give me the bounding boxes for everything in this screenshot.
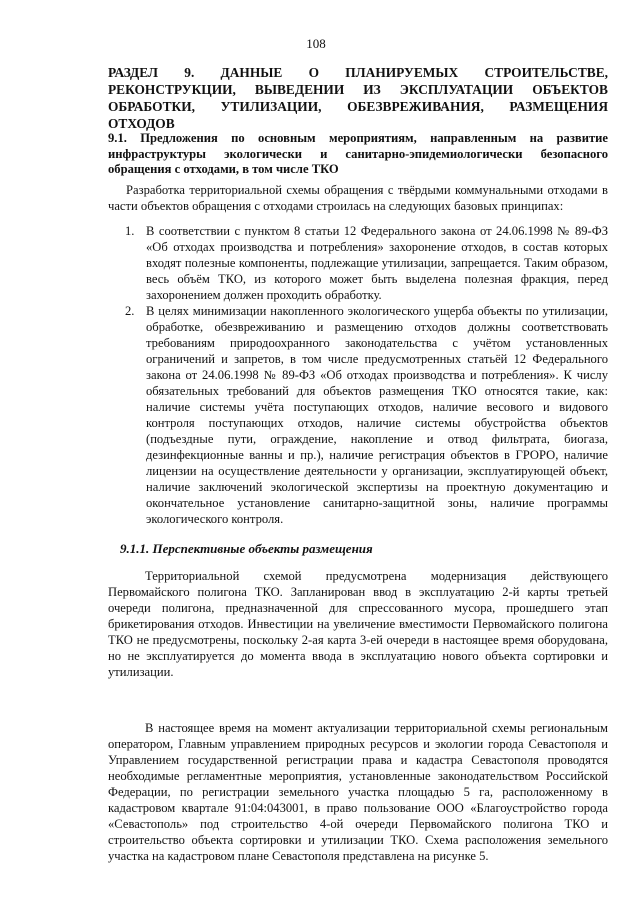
- list-item-text: В целях минимизации накопленного экологического ущерба объекты по утилизации, обработке, обезвреживанию и размещению отходов должны соответствовать требованиям природоохранного законодательства с учётом установленных ограничений и запретов, в том числе предусмотренных статьёй 12 Федерального закона от 24.06.1998 № 89-ФЗ «Об отходах производства и потребления». К числу обязательных требований для объектов размещения ТКО относятся такие, как: наличие системы учёта поступающих отходов, наличие весового и видового контроля поступающих отходов, наличие системы обустройства объектов (подъездные пути, ограждение, накопление и отвод фильтрата, биогаза, дезинфекционные ванны и пр.), наличие регистрация объектов в ГРОРО, наличие лицензии на осуществление деятельности у организации, эксплуатирующей объект, наличие заключений экологической экспертизы на проектную документацию и окончательное установление санитарно-защитной зоны, наличие программы экологического контроля.: [146, 304, 608, 526]
- body-paragraph: В настоящее время на момент актуализации территориальной схемы региональным оператором, Главным управлением природных ресурсов и экологии города Севастополя и Управлением государственной регистрации права и кадастра Севастополя проводятся необходимые регламентные мероприятия, установленные законодательством Российской Федерации, по регистрации земельного участка площадью 5 га, расположенному в кадастровом квартале 91:04:043001, в право пользование ООО «Благоустройство города «Севастополь» под строительство 4-ой очереди Первомайского полигона ТКО и строительство объекта сортировки и утилизации ТКО. Схема расположения земельного участка на кадастровом плане Севастополя представлена на рисунке 5.: [108, 721, 608, 863]
- page-number: 108: [306, 36, 326, 51]
- list-item-text: В соответствии с пунктом 8 статьи 12 Федерального закона от 24.06.1998 № 89-ФЗ «Об отходах производства и потребления» захоронение отходов, в состав которых входят полезные компоненты, подлежащие утилизации, запрещается. Таким образом, весь объём ТКО, из которого может быть выделена полезная фракция, перед захоронением должен проходить обработку.: [146, 224, 608, 302]
- principles-list: [108, 223, 608, 527]
- list-item: [108, 303, 608, 527]
- subsubsection-title: 9.1.1. Перспективные объекты размещения: [120, 541, 373, 556]
- list-item-number: 1.: [125, 224, 135, 238]
- body-paragraph: Территориальной схемой предусмотрена модернизация действующего Первомайского полигона ТКО. Запланирован ввод в эксплуатацию 2-й карты третьей очереди полигона, предназначенной для спрессованного мусора, прошедшего этап брикетирования отходов. Инвестиции на увеличение вместимости Первомайского полигона ТКО не предусмотрены, поскольку 2-ая карта 3-ей очереди в настоящее время оборудована, но не эксплуатируется до момента ввода в эксплуатацию нового объекта сортировки и утилизации.: [108, 569, 608, 679]
- subsection-title: 9.1. Предложения по основным мероприятиям, направленным на развитие инфраструктуры экологически и санитарно-эпидемиологически безопасного обращения с отходами, в том числе ТКО: [108, 131, 608, 176]
- list-item-number: 2.: [125, 304, 135, 318]
- section-title: РАЗДЕЛ 9. ДАННЫЕ О ПЛАНИРУЕМЫХ СТРОИТЕЛЬСТВЕ, РЕКОНСТРУКЦИИ, ВЫВЕДЕНИИ ИЗ ЭКСПЛУАТАЦИИ ОБЪЕКТОВ ОБРАБОТКИ, УТИЛИЗАЦИИ, ОБЕЗВРЕЖИВАНИЯ, РАЗМЕЩЕНИЯ ОТХОДОВ: [108, 65, 608, 131]
- list-item: [108, 223, 608, 303]
- intro-paragraph: Разработка территориальной схемы обращения с твёрдыми коммунальными отходами в части объектов обращения с отходами строилась на следующих базовых принципах:: [108, 183, 608, 213]
